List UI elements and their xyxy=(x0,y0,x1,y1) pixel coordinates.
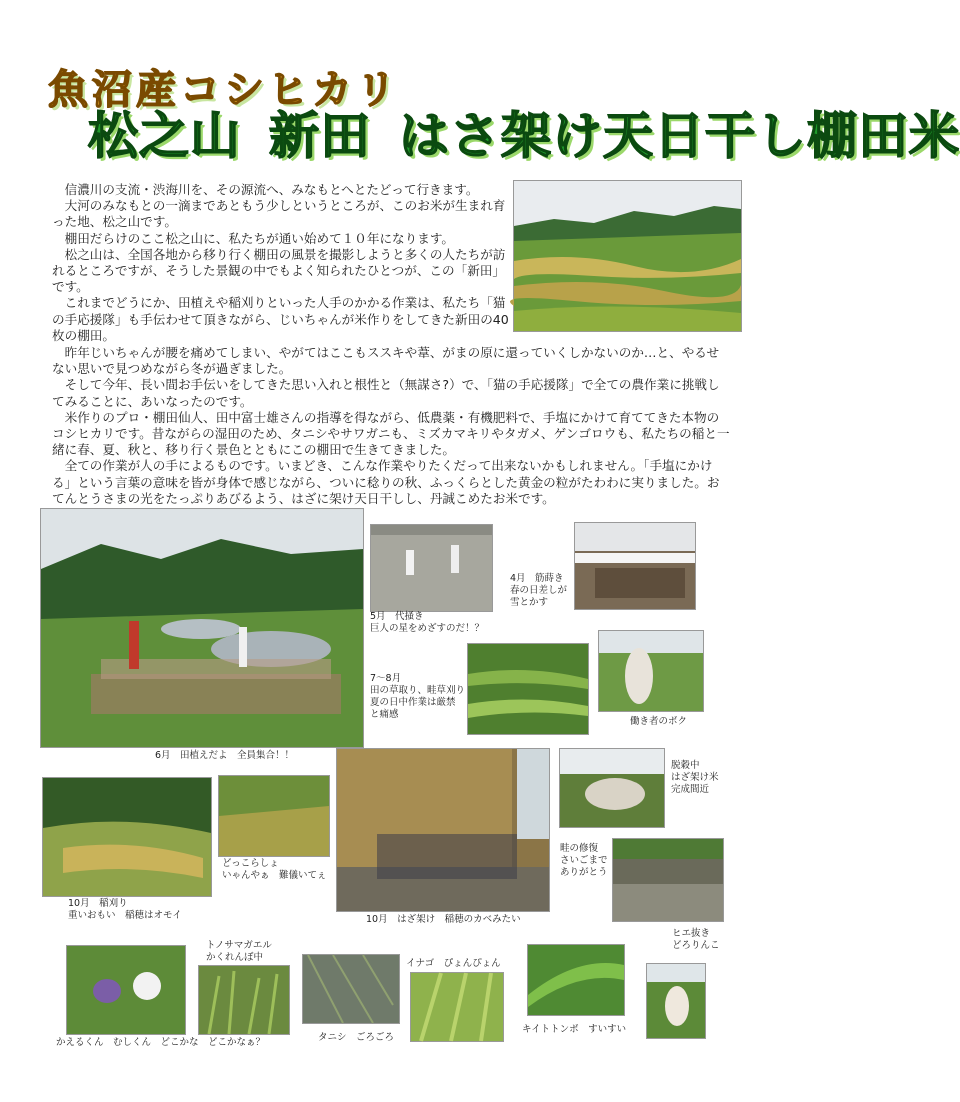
photo-inekari xyxy=(42,777,212,897)
main-paragraph: そして今年、長い間お手伝いをしてきた思い入れと根性と（無謀さ?）で、「猫の手応援隊」で全ての農作業に挑戦してみることに、あいなったのです。 xyxy=(52,377,720,409)
photo-shirokaki xyxy=(370,524,493,612)
photo-hazakake xyxy=(336,748,550,912)
caption-tanishi: タニシ ごろごろ xyxy=(318,1032,395,1043)
photo-worker xyxy=(598,630,704,712)
caption-tombo: キイトトンボ すいすい xyxy=(522,1024,627,1035)
intro-text xyxy=(52,182,512,344)
caption-inago: イナゴ ぴょんぴょん xyxy=(406,958,501,969)
intro-paragraph: 松之山は、全国各地から移り行く棚田の風景を撮影しようと多くの人たちが訪れるところですが、そうした景観の中でもよく知られたひとつが、この「新田」です。 xyxy=(52,246,506,295)
photo-inago xyxy=(410,972,504,1042)
photo-sujimaki xyxy=(574,522,696,610)
caption-worker: 働き者のボク xyxy=(630,716,688,727)
caption-tonosama: トノサマガエル かくれんぼ中 xyxy=(206,940,272,963)
photo-group xyxy=(40,508,364,748)
photo-dakkoku xyxy=(559,748,665,828)
photo-dokkoisho xyxy=(218,775,330,857)
photo-tonosama xyxy=(198,965,290,1035)
caption-dokkoisho: どっこらしょ いゃんやぁ 難儀いてぇ xyxy=(222,858,327,881)
caption-hie: ヒエ抜き どろりんこ xyxy=(672,928,720,951)
caption-hazakake: 10月 はざ架け 稲穂のカベみたい xyxy=(366,914,521,925)
main-paragraph: 全ての作業が人の手によるものです。いまどき、こんな作業やりたくだって出来ないかもしれません。「手塩にかける」という言葉の意味を皆が身体で感じながら、ついに稔りの秋、ふっくらとした黄金の粒がたわわに実りました。おてんとうさまの光をたっぷりあびるよう、はざに架け天日干しし、丹誠こめたお米です。 xyxy=(52,458,720,506)
caption-kaeru: かえるくん むしくん どこかな どこかなぁ？ xyxy=(56,1037,266,1048)
title-rice: はさ架け天日干し棚田米 xyxy=(399,107,960,165)
intro-paragraph: 大河のみなもとの一滴まであともう少しというところが、このお米が生まれ育った地、松之山です。 xyxy=(52,198,506,230)
caption-kusatori: 7～8月 田の草取り、畦草刈り 夏の日中作業は厳禁 と痛感 xyxy=(370,673,466,720)
title-field: 新田 xyxy=(269,107,371,165)
photo-tombo xyxy=(527,944,625,1016)
photo-kaeru xyxy=(66,945,186,1035)
intro-paragraph: 棚田だらけのここ松之山に、私たちが通い始めて１０年になります。 xyxy=(64,230,454,246)
photo-kusatori xyxy=(467,643,589,735)
caption-inekari: 10月 稲刈り 重いおもい 稲穂はオモイ xyxy=(68,898,182,921)
caption-sujimaki: 4月 筋蒔き 春の日差しが 雪とかす xyxy=(510,573,568,608)
caption-aze: 畦の修復 さいごまで ありがとう xyxy=(560,843,608,878)
main-paragraph: 昨年じいちゃんが腰を痛めてしまい、やがてはここもススキや葦、がまの原に還っていくしかないのか…と、やるせない思いで見つめながら冬が過ぎました。 xyxy=(52,345,720,377)
main-text xyxy=(52,345,730,507)
photo-tanishi xyxy=(302,954,400,1024)
caption-group: 6月 田植えだよ 全員集合！！ xyxy=(155,750,295,761)
photo-aze xyxy=(612,838,724,922)
main-paragraph: 米作りのプロ・棚田仙人、田中富士雄さんの指導を得ながら、低農薬・有機肥料で、手塩にかけて育ててきた本物のコシヒカリです。昔ながらの湿田のため、タニシやサワガニも、ミズカマキリやタガメ、ゲンゴロウも、私たちの稲と一緒に春、夏、秋と、移り行く景色とともにこの棚田で生きてきました。 xyxy=(52,409,730,458)
photo-hie xyxy=(646,963,706,1039)
title-line-2 xyxy=(88,96,960,168)
title-line-1: 魚沼産コシヒカリ xyxy=(48,67,400,113)
caption-dakkoku: 脱穀中 はざ架け米 完成間近 xyxy=(671,760,719,795)
photo-terraced-landscape xyxy=(513,180,742,332)
title-place: 松之山 xyxy=(88,107,241,165)
intro-paragraph: これまでどうにか、田植えや稲刈りといった人手のかかる作業は、私たち「猫の手応援隊」も手伝わせて頂きながら、じいちゃんが米作りをしてきた新田の40枚の棚田。 xyxy=(52,295,509,343)
intro-paragraph: 信濃川の支流・渋海川を、その源流へ、みなもとへとたどって行きます。 xyxy=(64,182,479,197)
caption-shirokaki: 5月 代掻き 巨人の星をめざすのだ！？ xyxy=(370,611,485,634)
